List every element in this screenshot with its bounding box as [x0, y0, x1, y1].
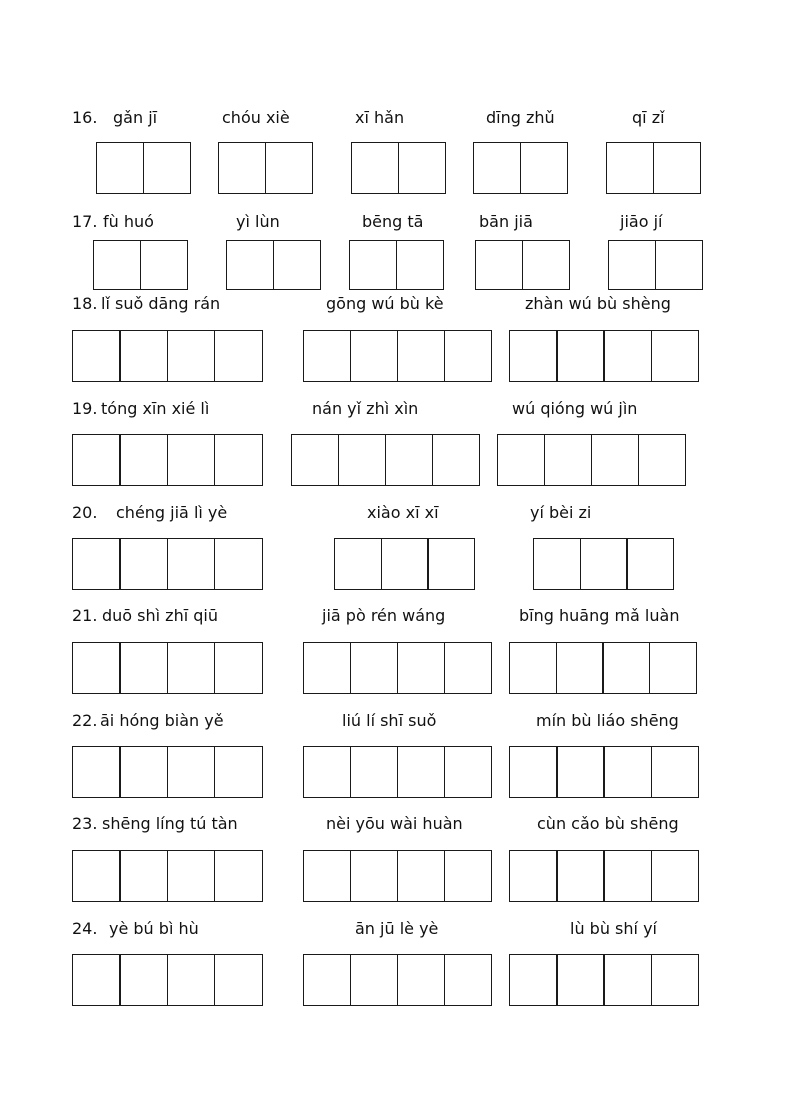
- character-box[interactable]: [397, 330, 445, 382]
- character-box[interactable]: [119, 330, 168, 382]
- character-writing-grid: [96, 142, 191, 194]
- character-writing-grid: [72, 434, 263, 486]
- character-writing-grid: [608, 240, 703, 290]
- character-box[interactable]: [509, 954, 558, 1006]
- character-box[interactable]: [396, 240, 444, 290]
- question-number: 22.: [72, 711, 98, 730]
- character-box[interactable]: [72, 538, 121, 590]
- character-box[interactable]: [338, 434, 386, 486]
- character-box[interactable]: [218, 142, 266, 194]
- character-writing-grid: [72, 538, 263, 590]
- character-box[interactable]: [119, 850, 168, 902]
- character-writing-grid: [72, 330, 263, 382]
- question-number: 16.: [72, 108, 98, 127]
- character-box[interactable]: [522, 240, 570, 290]
- character-writing-grid: [72, 954, 263, 1006]
- character-writing-grid: [509, 746, 699, 798]
- character-box[interactable]: [603, 330, 652, 382]
- character-box[interactable]: [427, 538, 475, 590]
- question-number: 19.: [72, 399, 98, 418]
- character-box[interactable]: [167, 642, 216, 694]
- character-box[interactable]: [167, 434, 216, 486]
- character-box[interactable]: [397, 954, 445, 1006]
- character-writing-grid: [334, 538, 475, 590]
- pinyin-prompt: bīng huāng mǎ luàn: [519, 606, 680, 625]
- pinyin-prompt: cùn cǎo bù shēng: [537, 814, 679, 833]
- character-box[interactable]: [432, 434, 480, 486]
- character-box[interactable]: [473, 142, 521, 194]
- pinyin-prompt: liú lí shī suǒ: [342, 711, 437, 730]
- character-box[interactable]: [119, 954, 168, 1006]
- pinyin-prompt: chéng jiā lì yè: [116, 503, 228, 522]
- character-box[interactable]: [603, 746, 652, 798]
- character-box[interactable]: [655, 240, 703, 290]
- pinyin-prompt: bēng tā: [362, 212, 424, 231]
- character-box[interactable]: [119, 434, 168, 486]
- pinyin-prompt: yè bú bì hù: [109, 919, 199, 938]
- character-box[interactable]: [580, 538, 628, 590]
- character-box[interactable]: [351, 142, 399, 194]
- character-box[interactable]: [385, 434, 433, 486]
- character-box[interactable]: [556, 746, 605, 798]
- character-box[interactable]: [226, 240, 274, 290]
- character-box[interactable]: [303, 850, 351, 902]
- character-box[interactable]: [334, 538, 382, 590]
- character-box[interactable]: [444, 642, 492, 694]
- character-box[interactable]: [214, 850, 263, 902]
- character-box[interactable]: [556, 642, 604, 694]
- pinyin-prompt: gōng wú bù kè: [326, 294, 444, 313]
- character-box[interactable]: [381, 538, 429, 590]
- character-box[interactable]: [533, 538, 581, 590]
- pinyin-prompt: yí bèi zi: [530, 503, 592, 522]
- character-box[interactable]: [214, 746, 263, 798]
- question-number: 24.: [72, 919, 98, 938]
- character-writing-grid: [606, 142, 701, 194]
- character-box[interactable]: [653, 142, 701, 194]
- character-writing-grid: [291, 434, 480, 486]
- pinyin-prompt: nán yǐ zhì xìn: [312, 399, 419, 418]
- character-writing-grid: [303, 746, 492, 798]
- character-box[interactable]: [303, 642, 351, 694]
- character-box[interactable]: [265, 142, 313, 194]
- character-box[interactable]: [140, 240, 188, 290]
- character-box[interactable]: [72, 642, 121, 694]
- character-box[interactable]: [303, 330, 351, 382]
- character-box[interactable]: [591, 434, 639, 486]
- character-box[interactable]: [72, 850, 121, 902]
- character-box[interactable]: [606, 142, 654, 194]
- character-box[interactable]: [651, 746, 700, 798]
- character-box[interactable]: [603, 850, 652, 902]
- character-box[interactable]: [398, 142, 446, 194]
- pinyin-prompt: jiā pò rén wáng: [322, 606, 446, 625]
- question-number: 17.: [72, 212, 98, 231]
- character-box[interactable]: [214, 434, 263, 486]
- character-writing-grid: [303, 330, 492, 382]
- pinyin-prompt: āi hóng biàn yě: [100, 711, 224, 730]
- character-box[interactable]: [349, 240, 397, 290]
- character-box[interactable]: [167, 954, 216, 1006]
- character-box[interactable]: [602, 642, 650, 694]
- pinyin-prompt: chóu xiè: [222, 108, 290, 127]
- character-box[interactable]: [509, 330, 558, 382]
- character-box[interactable]: [651, 330, 700, 382]
- pinyin-prompt: nèi yōu wài huàn: [326, 814, 463, 833]
- character-box[interactable]: [649, 642, 697, 694]
- character-box[interactable]: [444, 330, 492, 382]
- character-writing-grid: [497, 434, 686, 486]
- character-box[interactable]: [119, 642, 168, 694]
- character-box[interactable]: [167, 850, 216, 902]
- character-writing-grid: [303, 642, 492, 694]
- character-box[interactable]: [167, 746, 216, 798]
- character-box[interactable]: [544, 434, 592, 486]
- pinyin-prompt: lǐ suǒ dāng rán: [101, 294, 221, 313]
- character-box[interactable]: [350, 954, 398, 1006]
- character-box[interactable]: [143, 142, 191, 194]
- character-writing-grid: [473, 142, 568, 194]
- pinyin-prompt: gǎn jī: [113, 108, 158, 127]
- character-box[interactable]: [556, 850, 605, 902]
- character-box[interactable]: [397, 746, 445, 798]
- character-box[interactable]: [475, 240, 523, 290]
- character-box[interactable]: [651, 954, 700, 1006]
- character-box[interactable]: [119, 538, 168, 590]
- question-number: 23.: [72, 814, 98, 833]
- pinyin-prompt: qī zǐ: [632, 108, 665, 127]
- character-box[interactable]: [651, 850, 700, 902]
- character-writing-grid: [226, 240, 321, 290]
- question-number: 20.: [72, 503, 98, 522]
- character-writing-grid: [72, 746, 263, 798]
- character-writing-grid: [303, 954, 492, 1006]
- character-writing-grid: [349, 240, 444, 290]
- character-box[interactable]: [520, 142, 568, 194]
- character-writing-grid: [509, 850, 699, 902]
- character-writing-grid: [509, 954, 699, 1006]
- character-box[interactable]: [291, 434, 339, 486]
- character-box[interactable]: [214, 330, 263, 382]
- pinyin-prompt: fù huó: [103, 212, 154, 231]
- character-box[interactable]: [119, 746, 168, 798]
- character-writing-grid: [72, 642, 263, 694]
- character-box[interactable]: [603, 954, 652, 1006]
- character-box[interactable]: [72, 746, 121, 798]
- pinyin-prompt: xiào xī xī: [367, 503, 439, 522]
- character-box[interactable]: [397, 642, 445, 694]
- pinyin-prompt: lù bù shí yí: [570, 919, 657, 938]
- character-box[interactable]: [350, 330, 398, 382]
- character-box[interactable]: [444, 954, 492, 1006]
- character-box[interactable]: [273, 240, 321, 290]
- character-box[interactable]: [509, 746, 558, 798]
- character-box[interactable]: [72, 330, 121, 382]
- character-writing-grid: [351, 142, 446, 194]
- character-box[interactable]: [350, 642, 398, 694]
- character-box[interactable]: [93, 240, 141, 290]
- character-box[interactable]: [350, 746, 398, 798]
- pinyin-prompt: xī hǎn: [355, 108, 405, 127]
- character-box[interactable]: [509, 850, 558, 902]
- character-box[interactable]: [608, 240, 656, 290]
- character-box[interactable]: [556, 330, 605, 382]
- character-writing-grid: [509, 642, 697, 694]
- character-writing-grid: [533, 538, 674, 590]
- character-box[interactable]: [214, 538, 263, 590]
- question-number: 18.: [72, 294, 98, 313]
- pinyin-prompt: jiāo jí: [620, 212, 663, 231]
- character-box[interactable]: [214, 642, 263, 694]
- character-box[interactable]: [638, 434, 686, 486]
- character-writing-grid: [475, 240, 570, 290]
- character-box[interactable]: [167, 330, 216, 382]
- character-box[interactable]: [556, 954, 605, 1006]
- character-box[interactable]: [397, 850, 445, 902]
- character-box[interactable]: [214, 954, 263, 1006]
- pinyin-prompt: zhàn wú bù shèng: [525, 294, 671, 313]
- character-writing-grid: [93, 240, 188, 290]
- character-writing-grid: [509, 330, 699, 382]
- character-box[interactable]: [444, 746, 492, 798]
- character-box[interactable]: [303, 746, 351, 798]
- question-number: 21.: [72, 606, 98, 625]
- pinyin-prompt: tóng xīn xié lì: [101, 399, 210, 418]
- character-box[interactable]: [350, 850, 398, 902]
- character-box[interactable]: [72, 434, 121, 486]
- pinyin-prompt: dīng zhǔ: [486, 108, 555, 127]
- pinyin-prompt: duō shì zhī qiū: [102, 606, 218, 625]
- pinyin-prompt: wú qióng wú jìn: [512, 399, 638, 418]
- character-writing-grid: [72, 850, 263, 902]
- character-box[interactable]: [626, 538, 674, 590]
- character-writing-grid: [218, 142, 313, 194]
- character-box[interactable]: [444, 850, 492, 902]
- character-box[interactable]: [72, 954, 121, 1006]
- pinyin-prompt: bān jiā: [479, 212, 533, 231]
- pinyin-prompt: ān jū lè yè: [355, 919, 439, 938]
- character-box[interactable]: [96, 142, 144, 194]
- pinyin-prompt: mín bù liáo shēng: [536, 711, 679, 730]
- character-box[interactable]: [303, 954, 351, 1006]
- pinyin-prompt: yì lùn: [236, 212, 280, 231]
- pinyin-prompt: shēng líng tú tàn: [102, 814, 238, 833]
- character-box[interactable]: [497, 434, 545, 486]
- character-box[interactable]: [167, 538, 216, 590]
- character-box[interactable]: [509, 642, 557, 694]
- character-writing-grid: [303, 850, 492, 902]
